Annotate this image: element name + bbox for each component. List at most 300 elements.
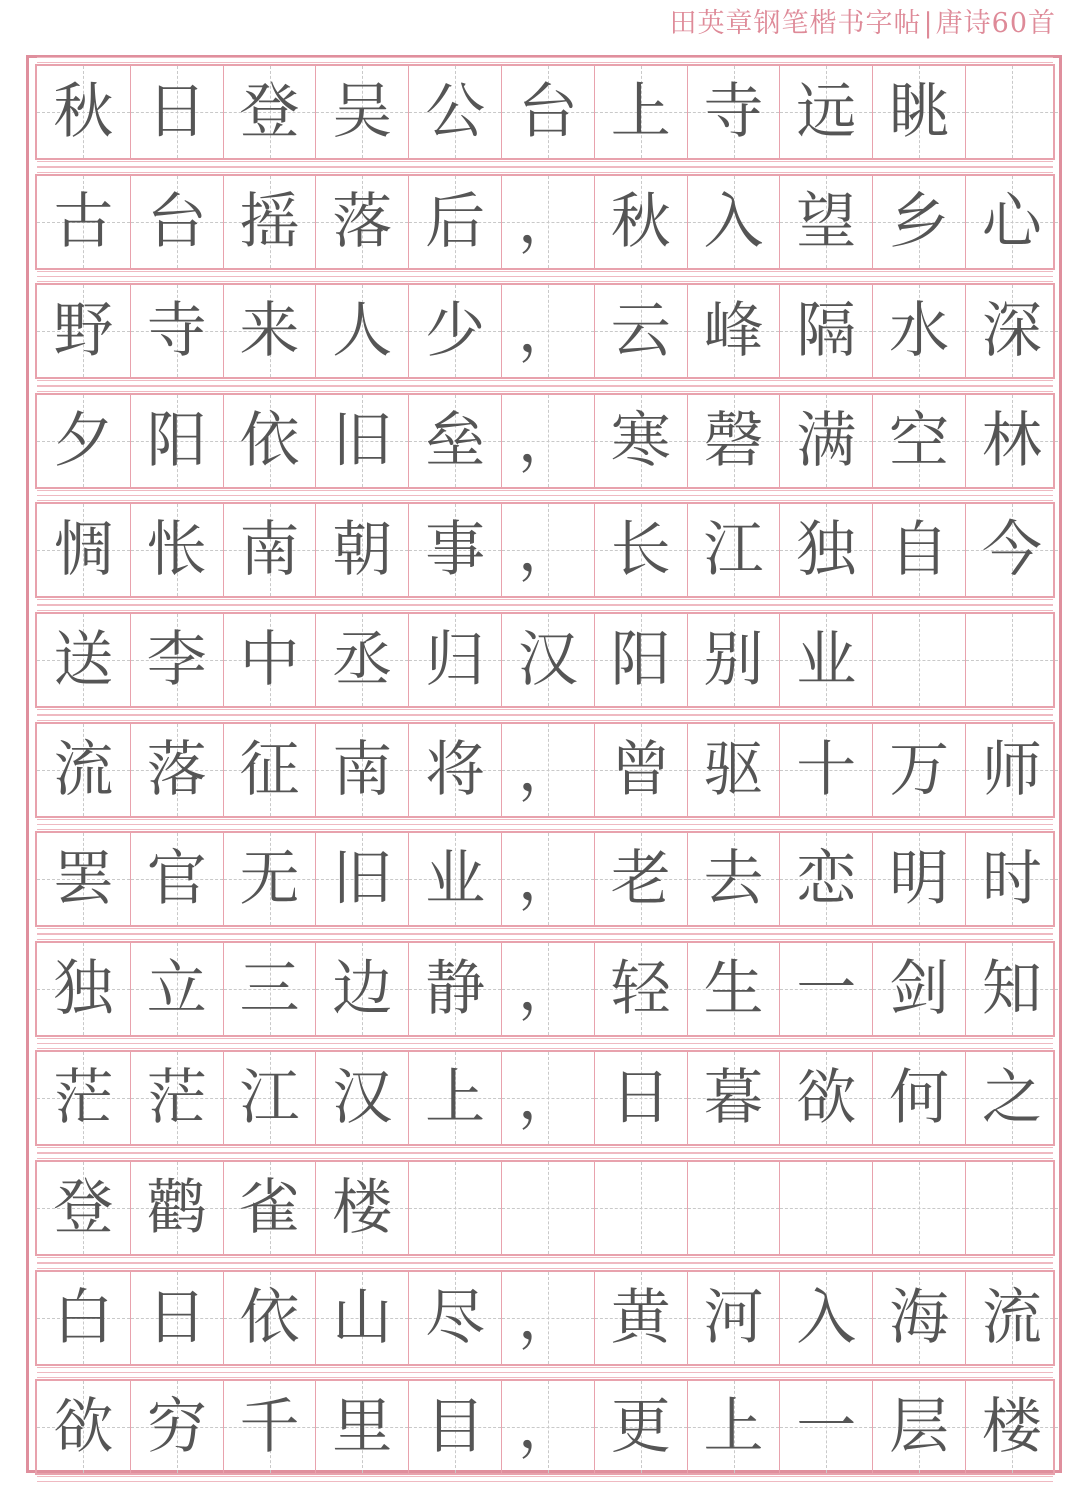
character-cell [315, 943, 408, 1035]
character-cell [779, 1162, 872, 1254]
character-cell [779, 614, 872, 706]
character: 公 [425, 77, 486, 147]
character: 三 [239, 954, 300, 1024]
character: 送 [53, 625, 114, 695]
character-cell [37, 943, 130, 1035]
character: 落 [332, 187, 393, 257]
character: 老 [610, 844, 671, 914]
character-cell [594, 504, 687, 596]
character-cell [501, 943, 594, 1035]
character: 万 [889, 735, 950, 805]
character-cell [315, 1381, 408, 1473]
character-cell [965, 614, 1058, 706]
character-cell [501, 614, 594, 706]
character [873, 1162, 965, 1254]
character-cell [315, 614, 408, 706]
character: 今 [981, 515, 1042, 585]
character-cell [130, 176, 223, 268]
character-cell [223, 943, 316, 1035]
character-cell [687, 943, 780, 1035]
character-cell [779, 943, 872, 1035]
character: 摇 [239, 187, 300, 257]
character-cell [594, 833, 687, 925]
character: 曾 [610, 735, 671, 805]
character [502, 1162, 594, 1254]
character-cell [687, 724, 780, 816]
character: 欲 [53, 1392, 114, 1462]
character-cell [408, 943, 501, 1035]
character-cell [223, 66, 316, 158]
character-cell [594, 943, 687, 1035]
character: 江 [239, 1063, 300, 1133]
character-cell [872, 1162, 965, 1254]
character: 台 [146, 187, 207, 257]
character-cell [223, 395, 316, 487]
character-cell [779, 395, 872, 487]
character-cell [501, 833, 594, 925]
character-cell [130, 1052, 223, 1144]
character: 人 [332, 296, 393, 366]
character-cell [223, 1162, 316, 1254]
character: 水 [889, 296, 950, 366]
character-cell [965, 943, 1058, 1035]
character-cell [872, 724, 965, 816]
character-cell [872, 833, 965, 925]
character-cell [130, 1381, 223, 1473]
character-cell [779, 1381, 872, 1473]
character-cell [130, 285, 223, 377]
character: 明 [889, 844, 950, 914]
character-cell [594, 395, 687, 487]
character: 来 [239, 296, 300, 366]
character: 日 [146, 77, 207, 147]
character: 心 [981, 187, 1042, 257]
character: 茫 [53, 1063, 114, 1133]
character-cell [594, 66, 687, 158]
character: 尽 [425, 1283, 486, 1353]
character-cell [315, 285, 408, 377]
character-cell [965, 504, 1058, 596]
character-cell [779, 504, 872, 596]
character-cell [687, 1381, 780, 1473]
character: 层 [889, 1392, 950, 1462]
character-cell [872, 66, 965, 158]
character: 秋 [53, 77, 114, 147]
character-cell [130, 614, 223, 706]
character-cell [223, 285, 316, 377]
character-cell [501, 66, 594, 158]
character: 去 [703, 844, 764, 914]
character: 依 [239, 1283, 300, 1353]
character: 野 [53, 296, 114, 366]
character-cell [315, 1272, 408, 1364]
character-cell [594, 1381, 687, 1473]
practice-row [35, 64, 1055, 160]
practice-row [35, 831, 1055, 927]
character: 登 [53, 1173, 114, 1243]
character-cell [223, 1272, 316, 1364]
character-cell [965, 285, 1058, 377]
character: 驱 [703, 735, 764, 805]
character [409, 1162, 501, 1254]
character: 李 [146, 625, 207, 695]
character: 业 [425, 844, 486, 914]
character: 一 [796, 1392, 857, 1462]
character: 鹳 [146, 1173, 207, 1243]
character-cell [965, 833, 1058, 925]
character: 阳 [610, 625, 671, 695]
character-cell [965, 1381, 1058, 1473]
practice-row [35, 1050, 1055, 1146]
practice-row [35, 174, 1055, 270]
character: 怅 [146, 515, 207, 585]
character: ， [517, 515, 578, 585]
character: 汉 [517, 625, 578, 695]
character-cell [779, 176, 872, 268]
character: 隔 [796, 296, 857, 366]
character: ， [517, 954, 578, 1024]
character: 边 [332, 954, 393, 1024]
character-cell [687, 176, 780, 268]
character-cell [594, 614, 687, 706]
character: 朝 [332, 515, 393, 585]
character: 寒 [610, 406, 671, 476]
character: 何 [889, 1063, 950, 1133]
character-cell [408, 1272, 501, 1364]
character-cell [687, 285, 780, 377]
character-cell [687, 66, 780, 158]
character-cell [37, 833, 130, 925]
character: 河 [703, 1283, 764, 1353]
character-cell [408, 285, 501, 377]
character: 更 [610, 1392, 671, 1462]
character: ， [517, 844, 578, 914]
character-cell [501, 1162, 594, 1254]
character: ， [517, 1063, 578, 1133]
character: 雀 [239, 1173, 300, 1243]
character-cell [687, 1052, 780, 1144]
character: 后 [425, 187, 486, 257]
character: ， [517, 1283, 578, 1353]
character-cell [965, 1162, 1058, 1254]
character: 望 [796, 187, 857, 257]
character: 流 [981, 1283, 1042, 1353]
character: 眺 [889, 77, 950, 147]
character: 旧 [332, 844, 393, 914]
character: 自 [889, 515, 950, 585]
character: 别 [703, 625, 764, 695]
character: 一 [796, 954, 857, 1024]
character: 业 [796, 625, 857, 695]
character: 寺 [146, 296, 207, 366]
character: 日 [610, 1063, 671, 1133]
character: 时 [981, 844, 1042, 914]
character: 空 [889, 406, 950, 476]
character: 千 [239, 1392, 300, 1462]
practice-row [35, 1160, 1055, 1256]
character-cell [130, 504, 223, 596]
character: 吴 [332, 77, 393, 147]
character-cell [223, 1052, 316, 1144]
character-cell [965, 1272, 1058, 1364]
character-cell [501, 176, 594, 268]
character: 十 [796, 735, 857, 805]
character-cell [37, 1381, 130, 1473]
character-cell [408, 1162, 501, 1254]
character-cell [594, 1272, 687, 1364]
character: ， [517, 187, 578, 257]
character: 师 [981, 735, 1042, 805]
character: 惆 [53, 515, 114, 585]
character [688, 1162, 780, 1254]
character-cell [872, 395, 965, 487]
character: 登 [239, 77, 300, 147]
character-cell [37, 1052, 130, 1144]
character-cell [37, 66, 130, 158]
character-cell [965, 66, 1058, 158]
character: 云 [610, 296, 671, 366]
character-cell [130, 833, 223, 925]
character-cell [37, 176, 130, 268]
character: 知 [981, 954, 1042, 1024]
character: 黄 [610, 1283, 671, 1353]
character-cell [965, 176, 1058, 268]
copybook-title: 田英章钢笔楷书字帖 [669, 8, 922, 39]
character [780, 1162, 872, 1254]
character-cell [223, 724, 316, 816]
character-cell [872, 614, 965, 706]
character: 独 [796, 515, 857, 585]
character [966, 66, 1058, 158]
character-cell [687, 833, 780, 925]
character: 秋 [610, 187, 671, 257]
character: 山 [332, 1283, 393, 1353]
character-cell [872, 1381, 965, 1473]
character-cell [872, 943, 965, 1035]
character: 落 [146, 735, 207, 805]
practice-row [35, 393, 1055, 489]
character-cell [408, 504, 501, 596]
character-cell [315, 1162, 408, 1254]
character-cell [130, 66, 223, 158]
character-cell [408, 395, 501, 487]
character: 茫 [146, 1063, 207, 1133]
character-cell [501, 285, 594, 377]
character-cell [408, 724, 501, 816]
character-cell [687, 1272, 780, 1364]
character: 入 [703, 187, 764, 257]
character: 楼 [332, 1173, 393, 1243]
character [873, 614, 965, 706]
character: 中 [239, 625, 300, 695]
character: 目 [425, 1392, 486, 1462]
character-cell [130, 1162, 223, 1254]
character: 南 [239, 515, 300, 585]
character: 静 [425, 954, 486, 1024]
character: 林 [981, 406, 1042, 476]
character: 无 [239, 844, 300, 914]
character: 磬 [703, 406, 764, 476]
character-cell [315, 504, 408, 596]
character: 欲 [796, 1063, 857, 1133]
character: 海 [889, 1283, 950, 1353]
character-cell [315, 176, 408, 268]
practice-row [35, 722, 1055, 818]
character-cell [37, 504, 130, 596]
character-cell [37, 1272, 130, 1364]
character-cell [687, 1162, 780, 1254]
character: 阳 [146, 406, 207, 476]
character: 生 [703, 954, 764, 1024]
character-cell [223, 1381, 316, 1473]
character-cell [594, 176, 687, 268]
character: 穷 [146, 1392, 207, 1462]
character: ， [517, 406, 578, 476]
character-cell [501, 724, 594, 816]
character-cell [965, 724, 1058, 816]
practice-row [35, 283, 1055, 379]
character-cell [408, 66, 501, 158]
character-cell [37, 614, 130, 706]
character-cell [594, 285, 687, 377]
character: 罢 [53, 844, 114, 914]
character-cell [501, 395, 594, 487]
character: 依 [239, 406, 300, 476]
character: 夕 [53, 406, 114, 476]
character-cell [130, 395, 223, 487]
character: 楼 [981, 1392, 1042, 1462]
character: 江 [703, 515, 764, 585]
character: 入 [796, 1283, 857, 1353]
character: 峰 [703, 296, 764, 366]
character-cell [779, 833, 872, 925]
character-cell [687, 395, 780, 487]
character: 汉 [332, 1063, 393, 1133]
character: 之 [981, 1063, 1042, 1133]
character-cell [223, 833, 316, 925]
character: 将 [425, 735, 486, 805]
character-cell [501, 1052, 594, 1144]
character-cell [872, 176, 965, 268]
character: 立 [146, 954, 207, 1024]
character: 归 [425, 625, 486, 695]
character: 乡 [889, 187, 950, 257]
character-cell [408, 833, 501, 925]
character: 日 [146, 1283, 207, 1353]
character: 满 [796, 406, 857, 476]
practice-row [35, 941, 1055, 1037]
character: 南 [332, 735, 393, 805]
character: 台 [517, 77, 578, 147]
character-cell [223, 504, 316, 596]
character-cell [501, 504, 594, 596]
character-cell [408, 1052, 501, 1144]
character-cell [223, 176, 316, 268]
character-cell [687, 614, 780, 706]
character-cell [594, 1162, 687, 1254]
character: 征 [239, 735, 300, 805]
character: 上 [703, 1392, 764, 1462]
character: 旧 [332, 406, 393, 476]
character: 白 [53, 1283, 114, 1353]
character-cell [223, 614, 316, 706]
character-cell [872, 285, 965, 377]
page-header [670, 2, 1056, 46]
character: 深 [981, 296, 1042, 366]
header-separator: | [923, 8, 934, 39]
character-cell [501, 1272, 594, 1364]
character-cell [687, 504, 780, 596]
character-cell [130, 1272, 223, 1364]
character-cell [130, 943, 223, 1035]
character: 流 [53, 735, 114, 805]
character-cell [965, 395, 1058, 487]
character-cell [315, 833, 408, 925]
character-cell [594, 1052, 687, 1144]
character-cell [315, 66, 408, 158]
practice-row [35, 502, 1055, 598]
character-cell [872, 504, 965, 596]
character-cell [37, 724, 130, 816]
character: ， [517, 1392, 578, 1462]
character-cell [37, 1162, 130, 1254]
character: 暮 [703, 1063, 764, 1133]
character-cell [965, 1052, 1058, 1144]
practice-row [35, 612, 1055, 708]
character: 远 [796, 77, 857, 147]
character [966, 1162, 1058, 1254]
character: 上 [425, 1063, 486, 1133]
character-cell [408, 1381, 501, 1473]
character-cell [779, 724, 872, 816]
practice-row [35, 1379, 1055, 1475]
character-cell [501, 1381, 594, 1473]
character-cell [408, 176, 501, 268]
character: 轻 [610, 954, 671, 1024]
character: 剑 [889, 954, 950, 1024]
character: 古 [53, 187, 114, 257]
character: 独 [53, 954, 114, 1024]
character: 少 [425, 296, 486, 366]
character: 寺 [703, 77, 764, 147]
character: 事 [425, 515, 486, 585]
character: 上 [610, 77, 671, 147]
character-cell [872, 1052, 965, 1144]
character: 垒 [425, 406, 486, 476]
character: 长 [610, 515, 671, 585]
character: 官 [146, 844, 207, 914]
copybook-subtitle: 唐诗60首 [935, 8, 1056, 39]
practice-row [35, 1270, 1055, 1366]
character-cell [408, 614, 501, 706]
character-cell [37, 395, 130, 487]
character-cell [779, 285, 872, 377]
character-cell [594, 724, 687, 816]
character: 恋 [796, 844, 857, 914]
character: ， [517, 296, 578, 366]
character-cell [779, 66, 872, 158]
character [595, 1162, 687, 1254]
character: 里 [332, 1392, 393, 1462]
character-cell [315, 724, 408, 816]
character-cell [779, 1272, 872, 1364]
character [966, 614, 1058, 706]
character-cell [315, 395, 408, 487]
character-cell [779, 1052, 872, 1144]
character: ， [517, 735, 578, 805]
character-cell [315, 1052, 408, 1144]
character-cell [872, 1272, 965, 1364]
